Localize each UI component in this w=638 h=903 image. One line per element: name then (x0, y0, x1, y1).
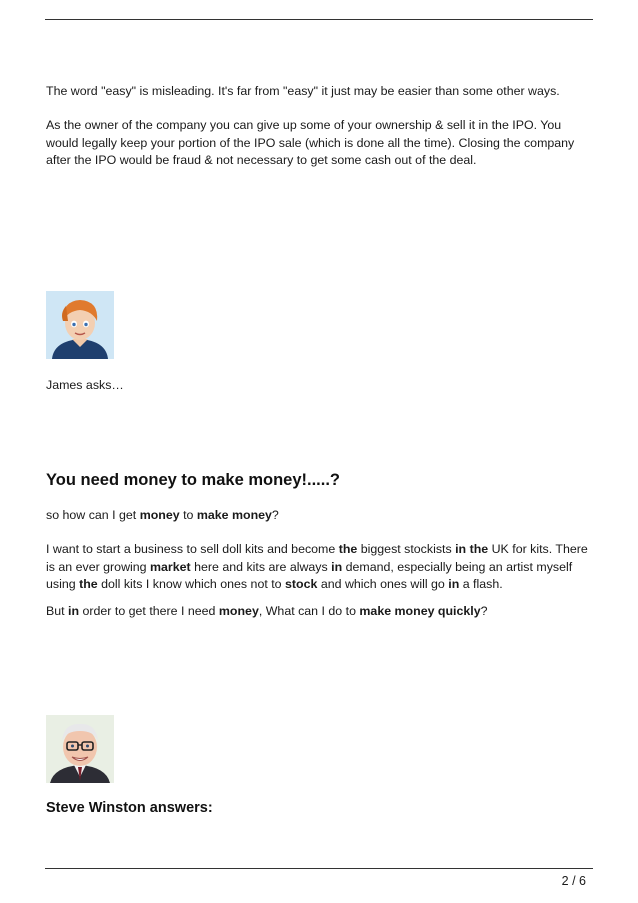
bottom-rule (45, 868, 593, 869)
page-number: 2 / 6 (561, 874, 586, 888)
answerer-label: Steve Winston answers: (46, 800, 213, 816)
elderly-man-avatar-icon (46, 715, 114, 783)
answer-paragraph-2: As the owner of the company you can give up some of your ownership & sell it in the IPO. You would legally keep your portion of the IPO sale (which is done all the time). Closing the company after the IPO would be fraud & not necessary to get some cash out of the deal. (46, 118, 575, 167)
answer-paragraph-1: The word "easy" is misleading. It's far from "easy" it just may be easier than some other ways. (46, 84, 560, 98)
question-line-1: so how can I get money to make money? (46, 508, 279, 522)
cartoon-boy-avatar-icon (46, 291, 114, 359)
question-title: You need money to make money!.....? (46, 471, 341, 489)
question-paragraph-3: But in order to get there I need money, What can I do to make money quickly? (46, 604, 488, 618)
top-rule (45, 19, 593, 20)
asker-label: James asks… (46, 378, 124, 392)
question-paragraph-2: I want to start a business to sell doll kits and become the biggest stockists in the UK for kits. There is an ever growing market here and kits are always in demand, especially being an artist myself using the doll kits I know which ones not to stock and which ones will go in a flash. (46, 542, 588, 591)
